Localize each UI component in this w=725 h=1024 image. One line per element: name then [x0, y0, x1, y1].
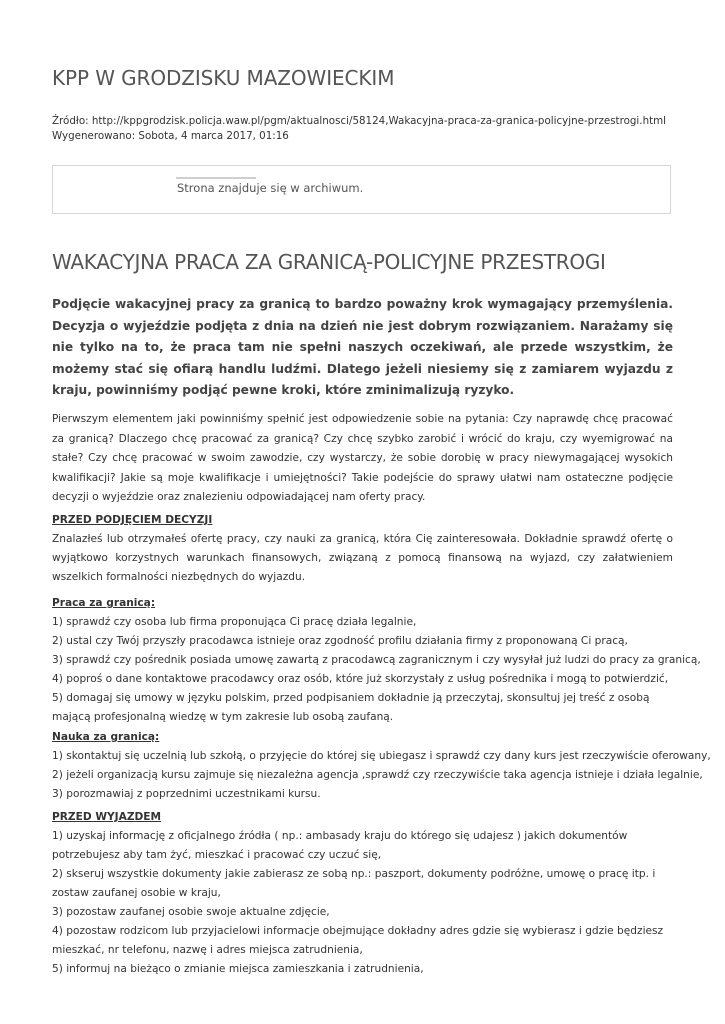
article-title: WAKACYJNA PRACA ZA GRANICĄ-POLICYJNE PRZESTROGI — [52, 250, 606, 274]
section-work-abroad — [52, 594, 701, 727]
section-before-decision — [52, 511, 673, 587]
section-heading: PRZED PODJĘCIEM DECYZJI — [52, 514, 213, 526]
list-item: 1) uzyskaj informację z oficjalnego źródła ( np.: ambasady kraju do którego się udajesz ) jakich dokumentów potrzebujesz aby tam żyć, mieszkać i pracować czy uczuć się, — [52, 830, 628, 861]
source-url: Źródło: http://kppgrodzisk.policja.waw.pl/pgm/aktualnosci/58124,Wakacyjna-praca-za-granica-policyjne-przestrogi.html — [52, 115, 667, 127]
archive-notice-box — [52, 165, 671, 214]
document-meta — [52, 114, 666, 144]
list-item: 1) skontaktuj się uczelnią lub szkołą, o przyjęcie do której się ubiegasz i sprawdź czy dany kurs jest rzeczywiście oferowany, — [52, 750, 711, 762]
section-study-abroad — [52, 728, 711, 804]
list-item: 3) pozostaw zaufanej osobie swoje aktualne zdjęcie, — [52, 906, 330, 918]
list-item: 3) porozmawiaj z poprzednimi uczestnikami kursu. — [52, 788, 321, 800]
list-item: 5) domagaj się umowy w języku polskim, przed podpisaniem dokładnie ją przeczytaj, skonsultuj jej treść z osobą mającą profesjonalną wiedzę w tym zakresie lub osobą zaufaną. — [52, 692, 650, 723]
section-heading: PRZED WYJAZDEM — [52, 811, 162, 823]
list-item: 4) pozostaw rodzicom lub przyjacielowi informacje obejmujące dokładny adres gdzie się wybierasz i gdzie będziesz mieszkać, nr telefonu, nazwę i adres miejsca zatrudnienia, — [52, 925, 664, 956]
generated-date: Wygenerowano: Sobota, 4 marca 2017, 01:16 — [52, 130, 289, 142]
list-item: 1) sprawdź czy osoba lub firma proponująca Ci pracę działa legalnie, — [52, 616, 417, 628]
section-heading: Praca za granicą: — [52, 597, 156, 609]
article-lead: Podjęcie wakacyjnej pracy za granicą to bardzo poważny krok wymagający przemyślenia. Decyzja o wyjeździe podjęta z dnia na dzień nie jest dobrym rozwiązaniem. Narażamy się nie tylko na to, że praca tam nie spełni naszych oczekiwań, ale przede wszystkim, że możemy stać się ofiarą handlu ludźmi. Dlatego jeżeli niesiemy się z zamiarem wyjazdu z kraju, powinniśmy podjąć pewne kroki, które zminimalizują ryzyko. — [52, 297, 673, 397]
list-item: 2) ustal czy Twój przyszły pracodawca istnieje oraz zgodność profilu działania firmy z proponowaną Ci pracą, — [52, 635, 628, 647]
section-heading: Nauka za granicą: — [52, 731, 160, 743]
list-item: 2) skseruj wszystkie dokumenty jakie zabierasz ze sobą np.: paszport, dokumenty podróżne, umowę o pracę itp. i zostaw zaufanej osobie w kraju, — [52, 868, 656, 899]
list-item: 4) poproś o dane kontaktowe pracodawcy oraz osób, które już skorzystały z usług pośrednika i mogą to potwierdzić, — [52, 673, 669, 685]
article-intro: Pierwszym elementem jaki powinniśmy spełnić jest odpowiedzenie sobie na pytania: Czy naprawdę chcę pracować za granicą? Dlaczego chcę pracować za granicą? Czy chcę szybko zarobić i wrócić do kraju, czy wyemigrować na stałe? Czy chcę pracować w swoim zawodzie, czy wystarczy, że sobie dorobię w pracy niewymagającej wysokich kwalifikacji? Jakie są moje kwalifikacje i umiejętności? Takie podejście do sprawy ułatwi nam ostateczne podjęcie decyzji o wyjeździe oraz znalezieniu odpowiadającej nam oferty pracy. — [52, 413, 673, 503]
site-title: KPP W GRODZISKU MAZOWIECKIM — [52, 66, 395, 90]
section-before-departure — [52, 808, 673, 979]
archive-notice: Strona znajduje się w archiwum. — [177, 181, 364, 195]
list-item: 2) jeżeli organizacją kursu zajmuje się niezależna agencja ,sprawdź czy rzeczywiście taka agencja istnieje i działa legalnie, — [52, 769, 703, 781]
list-item: 5) informuj na bieżąco o zmianie miejsca zamieszkania i zatrudnienia, — [52, 963, 424, 975]
list-item: 3) sprawdź czy pośrednik posiada umowę zawartą z pracodawcą zagranicznym i czy wysyłał już ludzi do pracy za granicą, — [52, 654, 701, 666]
archive-divider — [176, 177, 256, 179]
section-text: Znalazłeś lub otrzymałeś ofertę pracy, czy nauki za granicą, która Cię zainteresowała. Dokładnie sprawdź ofertę o wyjątkowo korzystnych warunkach finansowych, związaną z pomocą finansową na wyjazd, czy załatwieniem wszelkich formalności niezbędnych do wyjazdu. — [52, 533, 673, 583]
